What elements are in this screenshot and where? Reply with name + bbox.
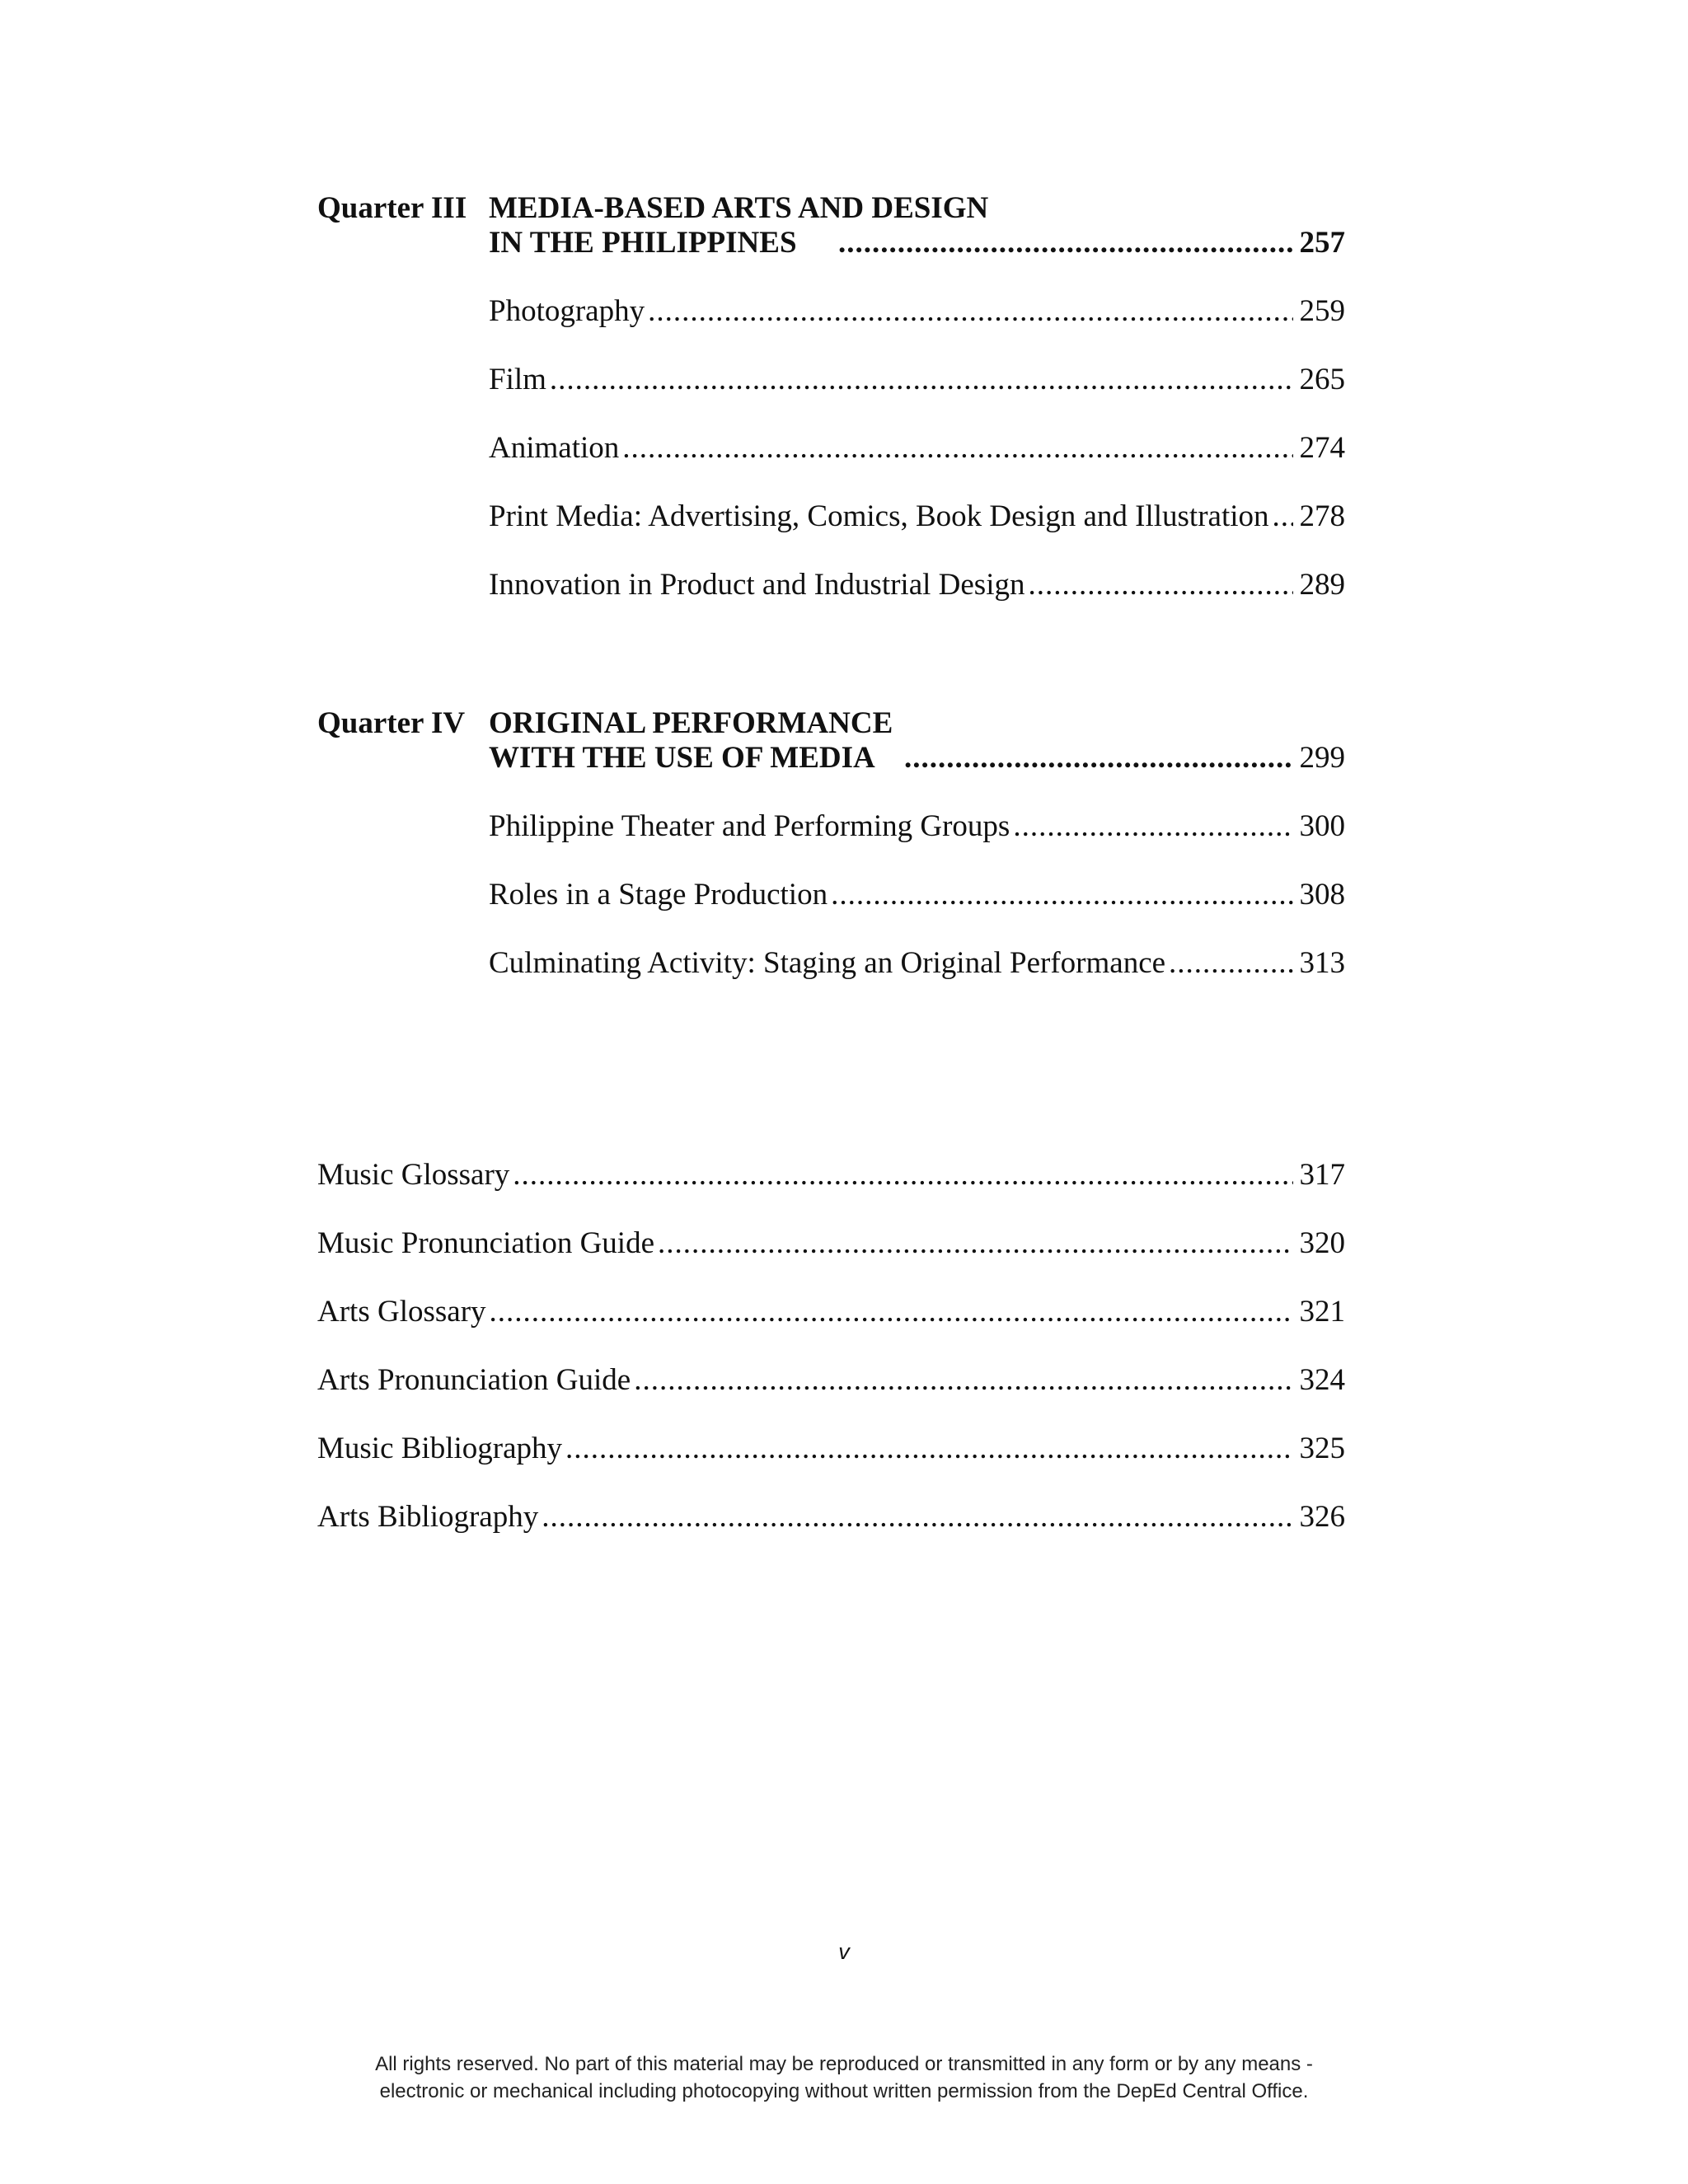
toc-entry-page: 274 [1299,431,1345,465]
toc-entry-title: Photography [489,294,645,328]
footer-line-1: All rights reserved. No part of this material may be reproduced or transmitted in any form or by any means - [375,2053,1313,2075]
quarter-3-label: Quarter III [317,191,467,225]
toc-entry-title: Arts Glossary [317,1295,486,1329]
dot-leader [490,1295,1293,1329]
quarter-4-title-line2: WITH THE USE OF MEDIA [489,741,875,775]
toc-entry-title: Roles in a Stage Production [489,878,828,912]
dot-leader [1013,809,1292,844]
toc-entry-title: Arts Bibliography [317,1500,539,1534]
dot-leader [634,1363,1292,1398]
toc-entry-page: 317 [1299,1158,1345,1192]
toc-entry-title: Music Bibliography [317,1432,563,1465]
quarter-4-label: Quarter IV [317,706,466,740]
toc-entry[interactable] [317,1500,1345,1535]
quarter-3-items [489,294,1345,602]
quarter-3-title-entry[interactable] [489,226,1345,260]
toc-entry-title: Print Media: Advertising, Comics, Book Design and Illustration [489,499,1269,533]
quarter-3-title-line1: MEDIA-BASED ARTS AND DESIGN [489,191,989,225]
toc-entry-title: Culminating Activity: Staging an Original Performance [489,946,1166,980]
quarter-3-body [489,191,1345,636]
dot-leader [648,294,1292,329]
page-number: v [838,1939,850,1964]
toc-entry-title: Arts Pronunciation Guide [317,1363,631,1397]
dot-leader [542,1500,1292,1535]
toc-entry[interactable] [317,1363,1345,1398]
toc-entry-page: 321 [1299,1295,1345,1329]
toc-entry[interactable] [489,568,1345,602]
quarter-3-title-page: 257 [1299,226,1345,260]
copyright-footer [0,2050,1688,2105]
toc-entry[interactable] [489,878,1345,912]
dot-leader [904,741,1293,776]
toc-entry[interactable] [489,946,1345,981]
toc-entry[interactable] [317,1158,1345,1193]
toc-entry-page: 325 [1299,1432,1345,1465]
dot-leader [513,1158,1292,1193]
toc-entry-title: Animation [489,431,620,465]
quarter-3-title-line2: IN THE PHILIPPINES [489,226,797,260]
toc-entry[interactable] [317,1226,1345,1261]
toc-entry-page: 320 [1299,1226,1345,1260]
toc-entry[interactable] [489,499,1345,534]
dot-leader [658,1226,1292,1261]
quarter-4-body [489,706,1345,1015]
toc-entry-title: Innovation in Product and Industrial Design [489,568,1025,602]
dot-leader [1273,499,1293,534]
quarter-4-title-line1: ORIGINAL PERFORMANCE [489,706,893,740]
quarter-4-items [489,809,1345,981]
dot-leader [1028,568,1292,602]
toc-entry[interactable] [317,1295,1345,1329]
quarter-4-title-entry[interactable] [489,741,1345,776]
toc-entry-title: Film [489,363,546,396]
footer-line-2: electronic or mechanical including photocopying without written permission from the DepEd Central Office. [379,2080,1309,2102]
toc-entry-page: 259 [1299,294,1345,328]
toc-entry-page: 326 [1299,1500,1345,1534]
dot-leader [838,226,1293,260]
toc-entry-page: 308 [1299,878,1345,912]
toc-entry-title: Music Pronunciation Guide [317,1226,655,1260]
toc-entry-page: 300 [1299,809,1345,843]
toc-entry-page: 278 [1299,499,1345,533]
dot-leader [831,878,1292,912]
toc-entry[interactable] [489,294,1345,329]
toc-entry-page: 324 [1299,1363,1345,1397]
dot-leader [622,431,1292,466]
backmatter-list [317,1158,1345,1568]
toc-entry[interactable] [317,1432,1345,1466]
toc-entry-title: Music Glossary [317,1158,510,1192]
toc-entry[interactable] [489,363,1345,397]
toc-entry[interactable] [489,431,1345,466]
dot-leader [1169,946,1292,981]
toc-entry-page: 313 [1299,946,1345,980]
dot-leader [565,1432,1292,1466]
quarter-4-title-page: 299 [1299,741,1345,775]
toc-entry-title: Philippine Theater and Performing Groups [489,809,1010,843]
dot-leader [550,363,1293,397]
toc-entry[interactable] [489,809,1345,844]
toc-entry-page: 289 [1299,568,1345,602]
toc-entry-page: 265 [1299,363,1345,396]
